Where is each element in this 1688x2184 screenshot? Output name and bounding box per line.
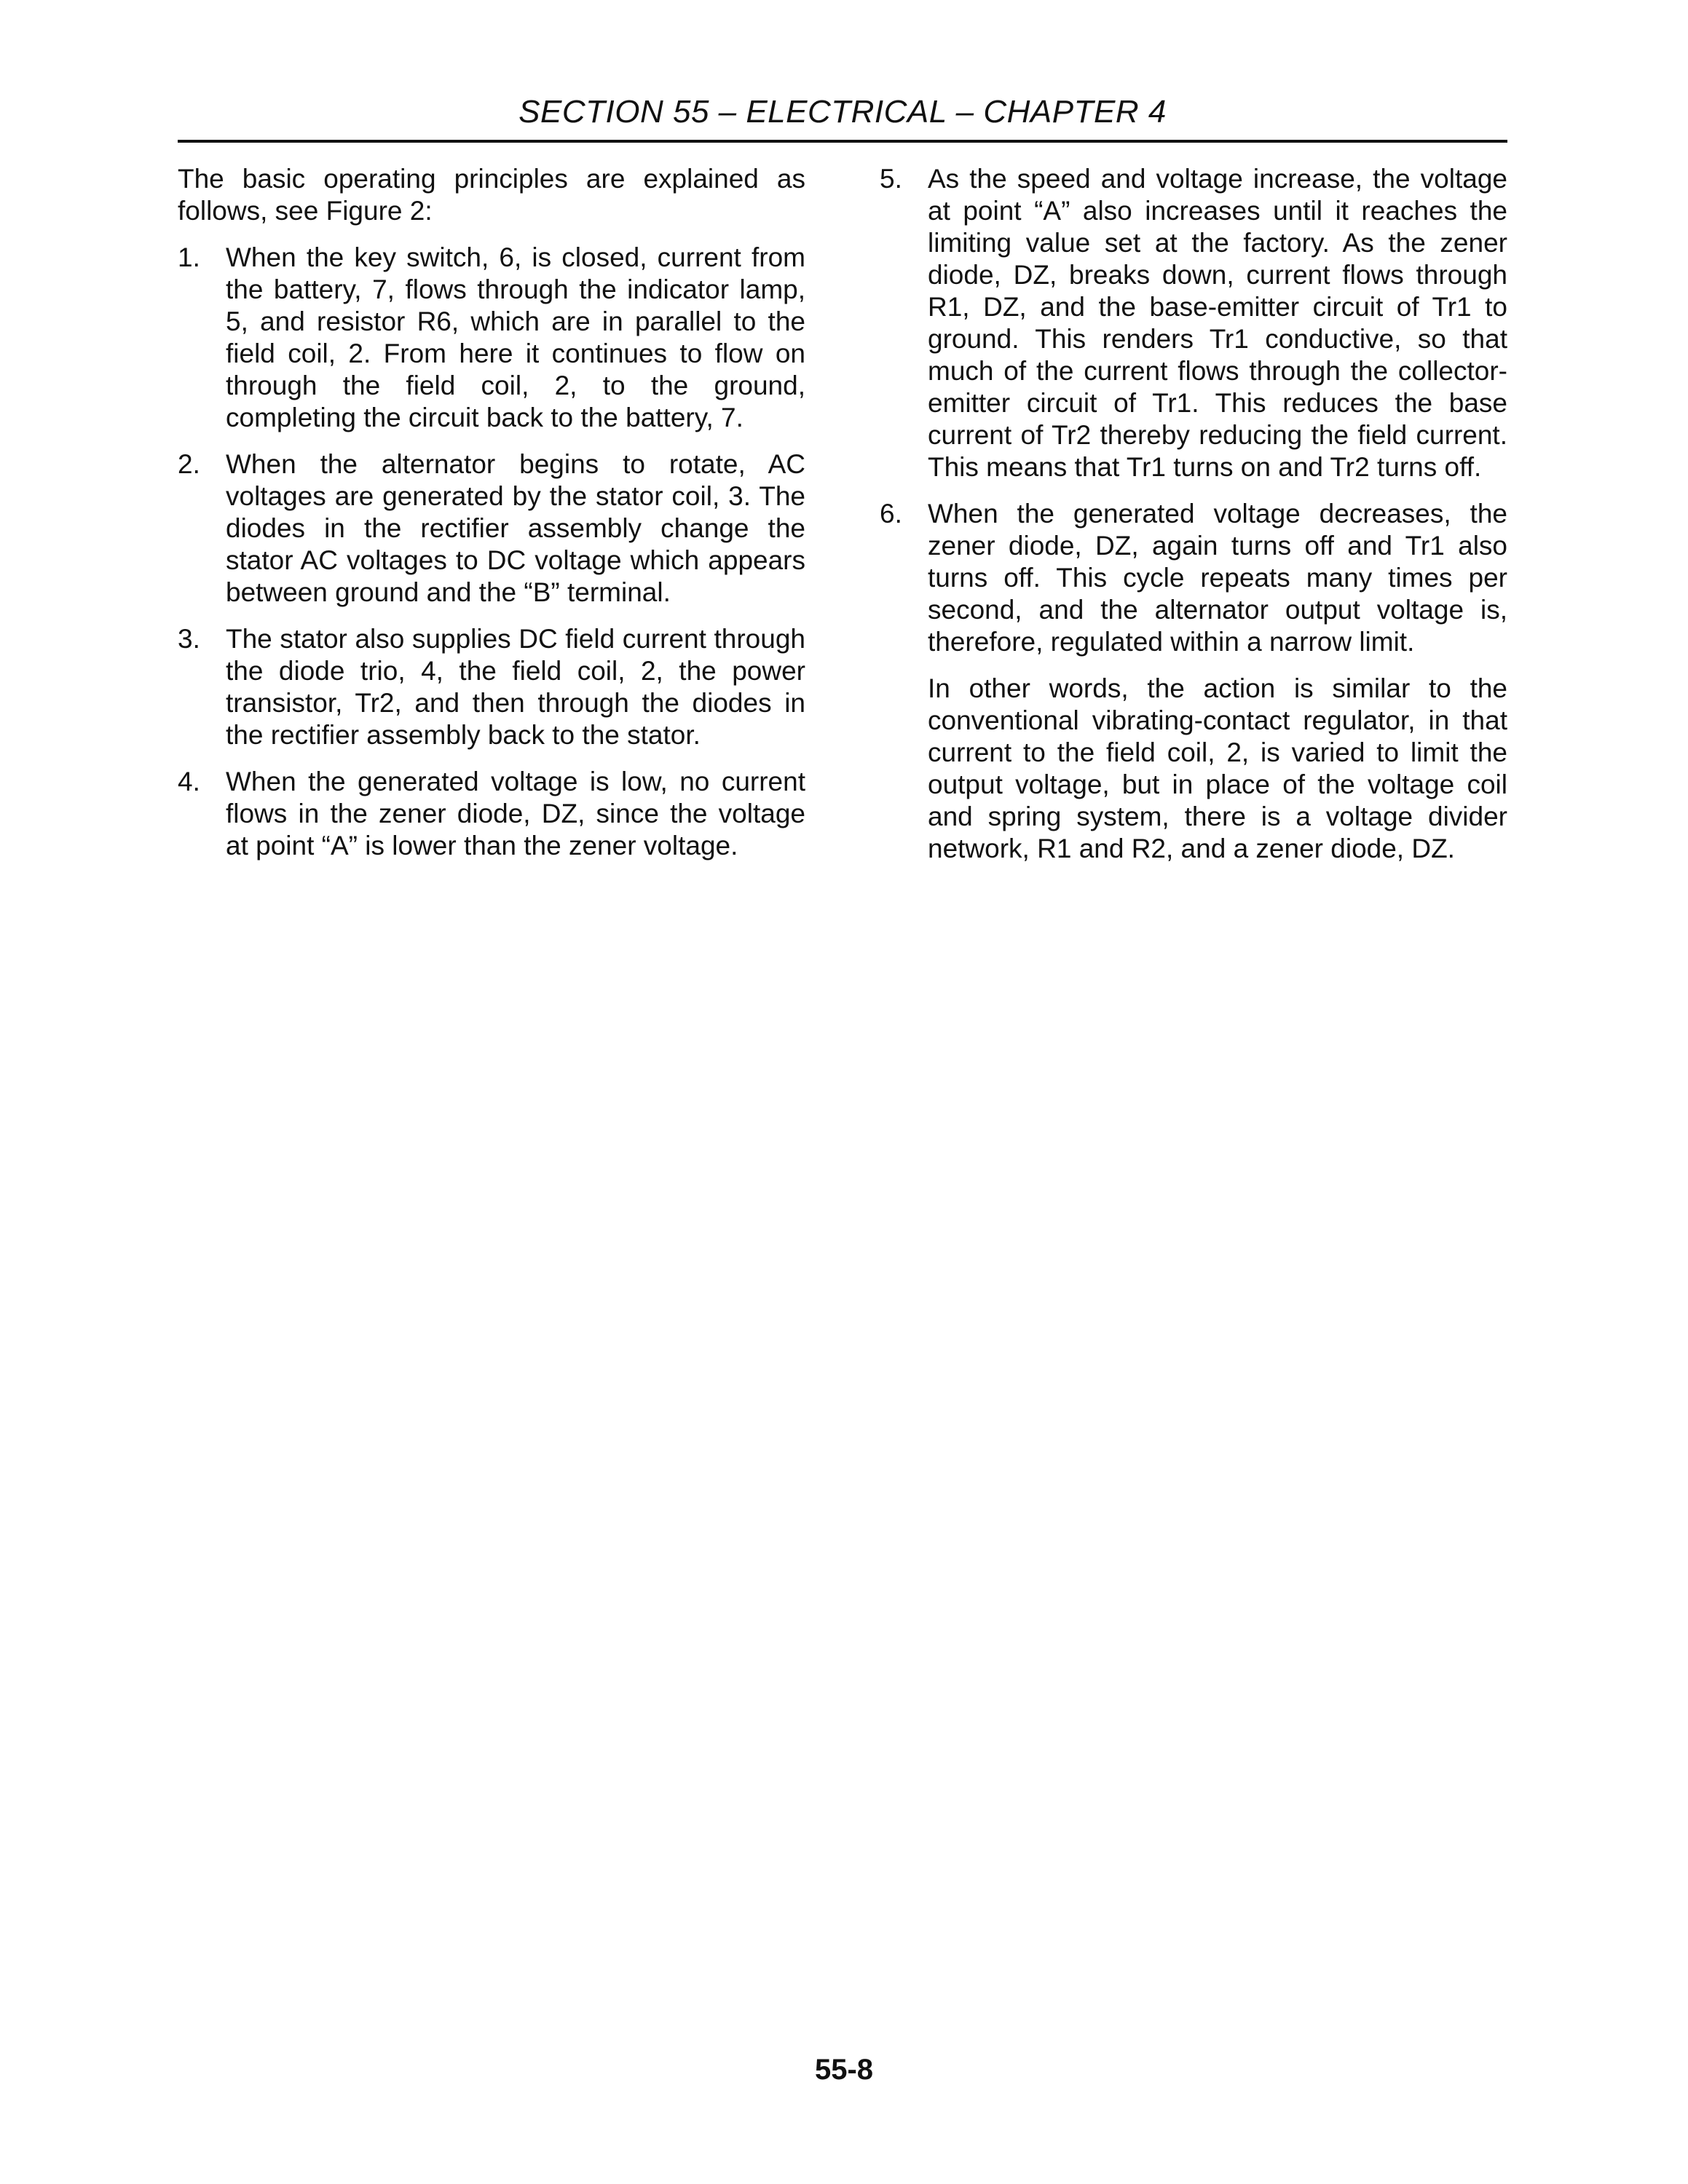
list-item-number: 6. xyxy=(880,499,902,529)
list-item-text: When the alternator begins to rotate, AC voltages are generated by the stator coil, 3. The diodes in the rectifier assembly change the stator AC voltages to DC voltage which appears between ground and the “B” terminal. xyxy=(226,449,805,607)
list-item-number: 1. xyxy=(178,242,200,272)
list-item-text: As the speed and voltage increase, the voltage at point “A” also increases until it reaches the limiting value set at the factory. As the zener diode, DZ, breaks down, current flows through R1, DZ, and the base-emitter circuit of Tr1 to ground. This renders Tr1 conductive, so that much of the current flows through the collector-emitter circuit of Tr1. This reduces the base current of Tr2 thereby reducing the field current. This means that Tr1 turns on and Tr2 turns off. xyxy=(928,164,1507,482)
closing-paragraph: In other words, the action is similar to the conventional vibrating-contact regulator, in that current to the field coil, 2, is varied to limit the output voltage, but in place of the voltage coil and spring system, there is a voltage divider network, R1 and R2, and a zener diode, DZ. xyxy=(928,673,1507,863)
list-item-number: 5. xyxy=(880,164,902,194)
list-item xyxy=(178,766,805,862)
page-number: 55-8 xyxy=(814,2054,874,2086)
page-header xyxy=(178,90,1507,143)
list-item-text: When the generated voltage is low, no current flows in the zener diode, DZ, since the voltage at point “A” is lower than the zener voltage. xyxy=(226,767,805,860)
left-column xyxy=(178,163,805,877)
list-item-number: 4. xyxy=(178,767,200,796)
list-item xyxy=(880,163,1507,483)
list-item-text: When the key switch, 6, is closed, current from the battery, 7, flows through the indicator lamp, 5, and resistor R6, which are in parallel to the field coil, 2. From here it continues to flow on through the field coil, 2, to the ground, completing the circuit back to the battery, 7. xyxy=(226,242,805,432)
list-item xyxy=(178,623,805,751)
list-item xyxy=(880,498,1507,658)
list-item-text: When the generated voltage decreases, the zener diode, DZ, again turns off and Tr1 also turns off. This cycle repeats many times per second, and the alternator output voltage is, therefore, regulated within a narrow limit. xyxy=(928,499,1507,657)
intro-paragraph: The basic operating principles are explained as follows, see Figure 2: xyxy=(178,164,805,226)
list-item xyxy=(178,448,805,609)
section-title: SECTION 55 – ELECTRICAL – CHAPTER 4 xyxy=(518,94,1167,130)
list-item xyxy=(178,242,805,434)
right-column xyxy=(880,163,1507,879)
list-item-number: 2. xyxy=(178,449,200,479)
list-item-text: The stator also supplies DC field current through the diode trio, 4, the field coil, 2, the power transistor, Tr2, and then through the diodes in the rectifier assembly back to the stator. xyxy=(226,624,805,750)
list-item-number: 3. xyxy=(178,624,200,654)
